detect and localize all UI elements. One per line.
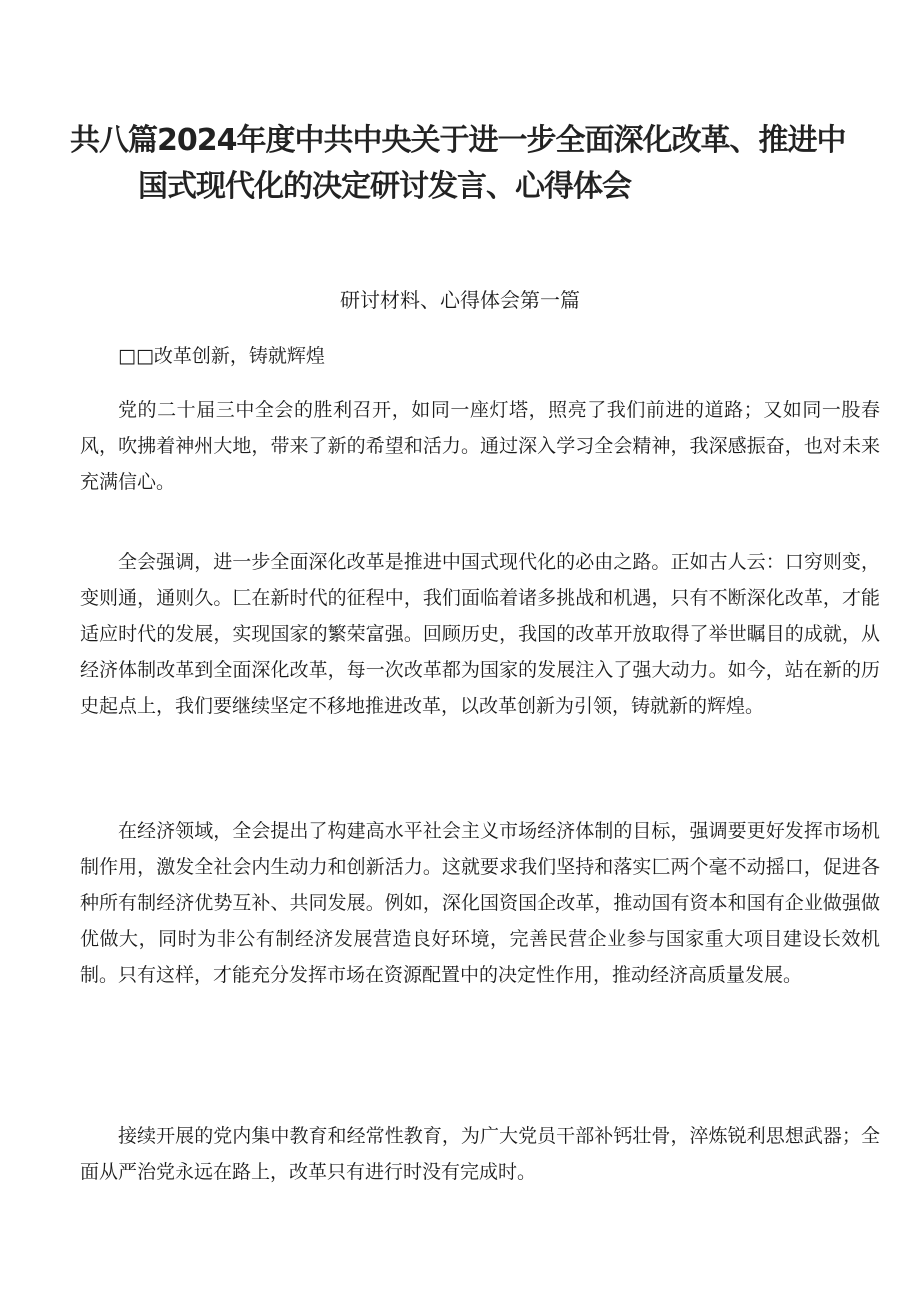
paragraph-text: 全会强调，进一步全面深化改革是推进中国式现代化的必由之路。正如古人云：口穷则变，变则通，通则久。匚在新时代的征程中，我们面临着诸多挑战和机遇，只有不断深化改革，才能适应时代的发展，实现国家的繁荣富强。回顾历史，我国的改革开放取得了举世瞩目的成就，从经济体制改革到全面深化改革，每一次改革都为国家的发展注入了强大动力。如今，站在新的历史起点上，我们要继续坚定不移地推进改革，以改革创新为引领，铸就新的辉煌。	[80, 551, 880, 717]
sub-heading	[80, 338, 880, 374]
paragraph-3	[80, 813, 880, 993]
paragraph-text: 在经济领域，全会提出了构建高水平社会主义市场经济体制的目标，强调要更好发挥市场机制作用，激发全社会内生动力和创新活力。这就要求我们坚持和落实匚两个毫不动摇口，促进各种所有制经济优势互补、共同发展。例如，深化国资国企改革，推动国有资本和国有企业做强做优做大，同时为非公有制经济发展营造良好环境，完善民营企业参与国家重大项目建设长效机制。只有这样，才能充分发挥市场在资源配置中的决定性作用，推动经济高质量发展。	[80, 820, 880, 986]
document-title-line-1: 共八篇2024年度中共中央关于进一步全面深化改革、推进中	[70, 123, 846, 158]
paragraph-1	[80, 392, 880, 500]
paragraph-2	[80, 544, 880, 724]
paragraph-4	[80, 1118, 880, 1190]
sub-heading-text: □□改革创新，铸就辉煌	[118, 345, 325, 367]
section-heading: 研讨材料、心得体会第一篇	[340, 288, 580, 312]
paragraph-text: 接续开展的党内集中教育和经常性教育，为广大党员干部补钙壮骨，淬炼锐利思想武器；全面从严治党永远在路上，改革只有进行时没有完成时。	[80, 1125, 880, 1183]
document-title	[70, 118, 860, 210]
document-title-line-2: 国式现代化的决定研讨发言、心得体会	[138, 169, 631, 204]
paragraph-text: 党的二十届三中全会的胜利召开，如同一座灯塔，照亮了我们前进的道路；又如同一股春风，吹拂着神州大地，带来了新的希望和活力。通过深入学习全会精神，我深感振奋，也对未来充满信心。	[80, 399, 880, 493]
